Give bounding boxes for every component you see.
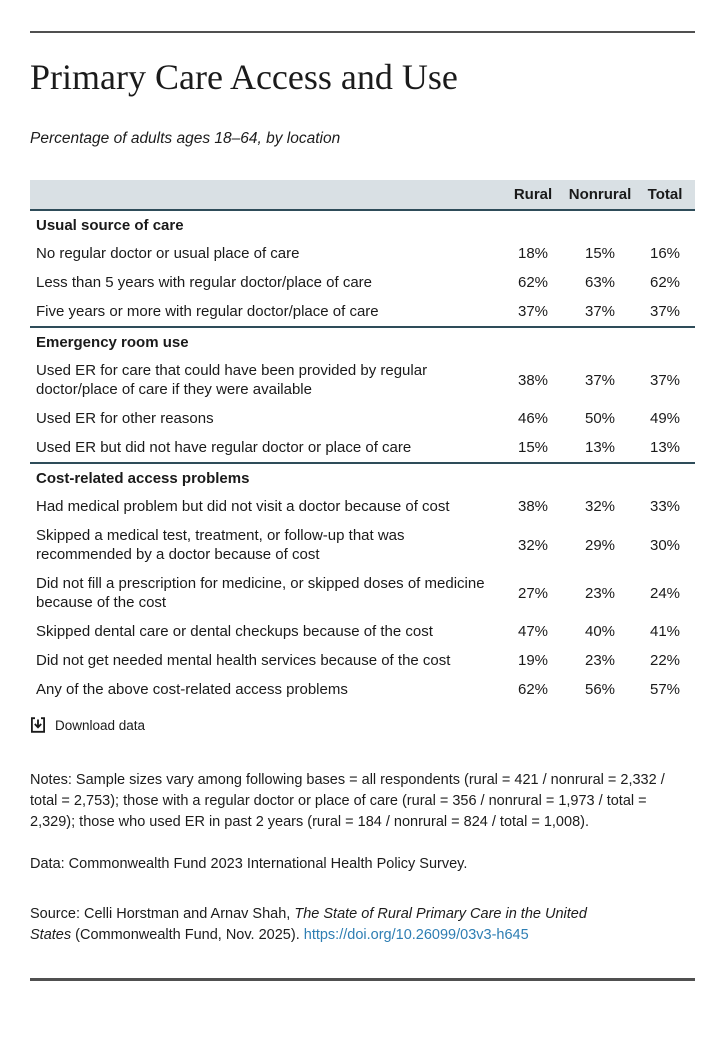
section-header: Cost-related access problems [30, 463, 695, 492]
table-row [30, 617, 695, 646]
data-source-line: Data: Commonwealth Fund 2023 International Health Policy Survey. [30, 856, 468, 873]
download-data-button[interactable] [30, 717, 145, 733]
row-value: 37% [584, 371, 616, 389]
row-value: 46% [517, 410, 549, 428]
table-row [30, 521, 695, 569]
row-label: Used ER for care that could have been provided by regular doctor/place of care if they were available [36, 362, 428, 399]
row-value: 41% [649, 623, 681, 641]
row-value: 47% [517, 623, 549, 641]
row-label: Did not fill a prescription for medicine, or skipped doses of medicine because of the cost [36, 575, 485, 612]
row-label: Skipped dental care or dental checkups because of the cost [36, 623, 433, 641]
column-header-nonrural: Nonrural [565, 180, 635, 210]
doi-link[interactable]: https://doi.org/10.26099/03v3-h645 [303, 927, 529, 944]
source-publication-title: The State of Rural Primary Care in the United States [30, 906, 587, 944]
page-title: Primary Care Access and Use [30, 57, 458, 97]
row-value: 62% [517, 274, 549, 292]
table-row [30, 433, 695, 463]
row-value: 18% [517, 245, 549, 263]
row-value: 49% [649, 410, 681, 428]
row-value: 33% [649, 498, 681, 516]
row-value: 32% [517, 536, 549, 554]
row-label: Any of the above cost-related access problems [36, 681, 348, 699]
section-header-row [30, 210, 695, 239]
source-prefix: Source: Celli Horstman and Arnav Shah, [30, 906, 295, 923]
row-value: 40% [584, 623, 616, 641]
primary-care-table [30, 180, 695, 704]
row-value: 24% [649, 584, 681, 602]
row-value: 50% [584, 410, 616, 428]
row-value: 37% [584, 303, 616, 321]
section-header-row [30, 327, 695, 356]
row-value: 27% [517, 584, 549, 602]
row-value: 62% [517, 681, 549, 699]
row-value: 19% [517, 652, 549, 670]
row-value: 16% [649, 245, 681, 263]
table-row [30, 569, 695, 617]
row-label: Had medical problem but did not visit a doctor because of cost [36, 498, 450, 516]
top-rule [30, 31, 695, 33]
download-data-label: Download data [55, 717, 146, 733]
row-value: 13% [584, 439, 616, 457]
row-value: 15% [517, 439, 549, 457]
row-value: 23% [584, 584, 616, 602]
row-label: Less than 5 years with regular doctor/place of care [36, 274, 373, 292]
row-value: 37% [517, 303, 549, 321]
table-row [30, 297, 695, 327]
column-header-total: Total [635, 180, 695, 210]
source-middle: (Commonwealth Fund, Nov. 2025). [71, 927, 304, 944]
row-label: Five years or more with regular doctor/place of care [36, 303, 379, 321]
row-value: 29% [584, 536, 616, 554]
row-value: 32% [584, 498, 616, 516]
page-subtitle: Percentage of adults ages 18–64, by location [30, 130, 341, 148]
row-value: 22% [649, 652, 681, 670]
section-header: Emergency room use [30, 327, 695, 356]
download-tray-icon [30, 717, 46, 733]
row-value: 62% [649, 274, 681, 292]
table-row [30, 239, 695, 268]
row-value: 13% [649, 439, 681, 457]
column-header-label [30, 180, 501, 210]
row-value: 23% [584, 652, 616, 670]
table-row [30, 268, 695, 297]
table-row [30, 675, 695, 704]
table-row [30, 646, 695, 675]
row-value: 30% [649, 536, 681, 554]
row-value: 57% [649, 681, 681, 699]
source-line [30, 904, 615, 946]
row-value: 37% [649, 371, 681, 389]
table-header-row [30, 180, 695, 210]
row-value: 56% [584, 681, 616, 699]
report-page [0, 31, 725, 981]
table-row [30, 492, 695, 521]
row-label: Did not get needed mental health services because of the cost [36, 652, 451, 670]
row-label: Used ER for other reasons [36, 410, 214, 428]
section-header: Usual source of care [30, 210, 695, 239]
column-header-rural: Rural [501, 180, 565, 210]
row-value: 37% [649, 303, 681, 321]
row-value: 38% [517, 498, 549, 516]
row-label: Skipped a medical test, treatment, or follow-up that was recommended by a doctor because of cost [36, 527, 405, 564]
section-header-row [30, 463, 695, 492]
table-row [30, 356, 695, 404]
row-value: 63% [584, 274, 616, 292]
row-label: Used ER but did not have regular doctor or place of care [36, 439, 412, 457]
row-value: 38% [517, 371, 549, 389]
table-row [30, 404, 695, 433]
notes-text: Notes: Sample sizes vary among following bases = all respondents (rural = 421 / nonrural = 2,332 / total = 2,753); those with a regular doctor or place of care (rural = 356 / nonrural = 1,973 / total = 2,329); those who used ER in past 2 years (rural = 184 / nonrural = 824 / total = 1,008). [30, 772, 665, 831]
bottom-rule [30, 978, 695, 981]
row-label: No regular doctor or usual place of care [36, 245, 300, 263]
row-value: 15% [584, 245, 616, 263]
